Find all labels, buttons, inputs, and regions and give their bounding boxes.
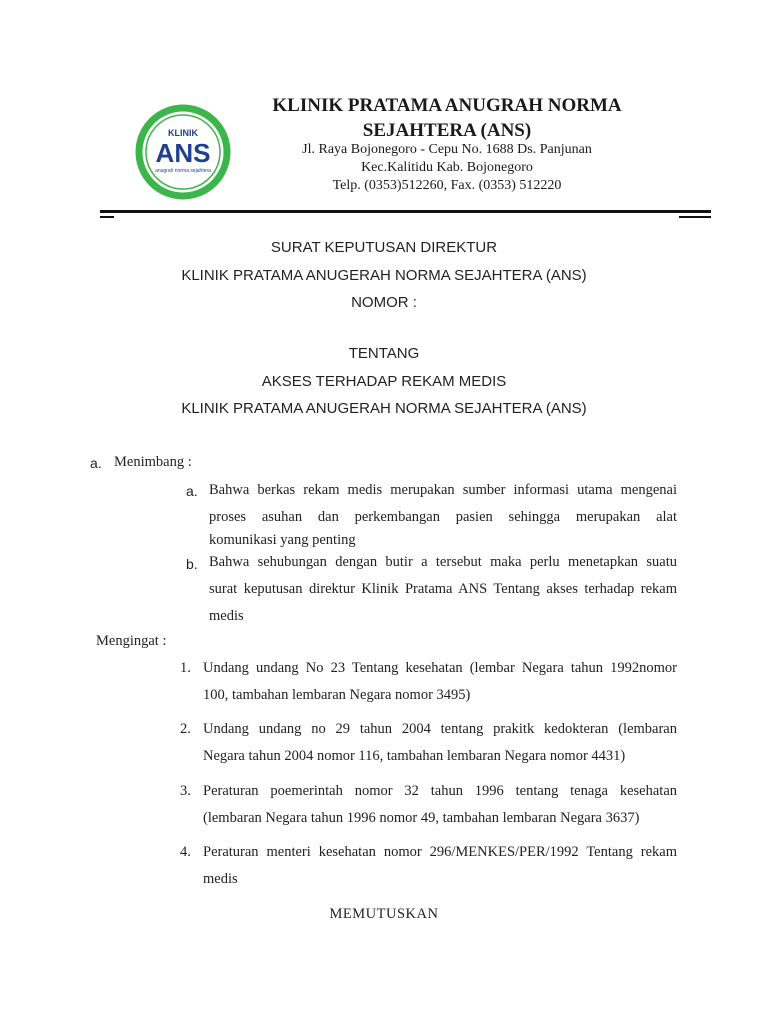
address-line3: Telp. (0353)512260, Fax. (0353) 512220: [332, 178, 562, 193]
mengingat-item-1: [203, 655, 677, 709]
mengingat-item-4-marker: 4.: [180, 844, 191, 860]
title-line3: NOMOR :: [351, 294, 417, 311]
menimbang-item-a-line: Bahwa berkas rekam medis merupakan sumber informasi utama mengenai: [209, 482, 677, 498]
clinic-name-line1: KLINIK PRATAMA ANUGRAH NORMA: [272, 95, 622, 116]
menimbang-item-a-line: proses asuhan dan perkembangan pasien sehingga merupakan alat: [209, 509, 677, 525]
menimbang-item-a-line: komunikasi yang penting: [209, 532, 356, 548]
mengingat-item-2-line: Negara tahun 2004 nomor 116, tambahan lembaran Negara nomor 4431): [203, 748, 626, 764]
mengingat-item-1-marker: 1.: [180, 660, 191, 676]
menimbang-item-b: [209, 549, 677, 630]
header-divider: [100, 210, 711, 213]
mengingat-item-4: [203, 839, 677, 893]
address-line1: Jl. Raya Bojonegoro - Cepu No. 1688 Ds. Panjunan: [302, 142, 592, 157]
menimbang-item-b-line: surat keputusan direktur Klinik Pratama ANS Tentang akses terhadap rekam: [209, 581, 677, 597]
mengingat-item-2: [203, 716, 677, 770]
address-line2: Kec.Kalitidu Kab. Bojonegoro: [361, 160, 533, 175]
title-line5: AKSES TERHADAP REKAM MEDIS: [261, 373, 507, 390]
title-line1: SURAT KEPUTUSAN DIREKTUR: [270, 239, 498, 256]
menimbang-item-b-line: Bahwa sehubungan dengan butir a tersebut maka perlu menetapkan suatu: [209, 554, 677, 570]
divider-tick-left: [100, 216, 114, 218]
mengingat-item-2-line: Undang undang no 29 tahun 2004 tentang prakitk kedokteran (lembaran: [203, 721, 677, 737]
mengingat-item-2-marker: 2.: [180, 721, 191, 737]
mengingat-item-3: [203, 778, 677, 832]
clinic-name: [240, 93, 654, 143]
title-line2: KLINIK PRATAMA ANUGERAH NORMA SEJAHTERA (ANS): [181, 267, 587, 284]
menimbang-item-a-marker: a.: [186, 483, 198, 499]
memutuskan-heading: MEMUTUSKAN: [329, 906, 439, 922]
logo-main-text: ANS: [155, 138, 211, 168]
logo-sub-text: anugrah norma sejahtera: [155, 168, 211, 174]
mengingat-item-1-line: Undang undang No 23 Tentang kesehatan (lembar Negara tahun 1992nomor: [203, 660, 677, 676]
mengingat-item-4-line: Peraturan menteri kesehatan nomor 296/MENKES/PER/1992 Tentang rekam: [203, 844, 677, 860]
menimbang-item-b-line: medis: [209, 608, 244, 624]
mengingat-item-3-line: (lembaran Negara tahun 1996 nomor 49, tambahan lembaran Negara 3637): [203, 810, 640, 826]
menimbang-item-a: [209, 477, 677, 554]
title-line4: TENTANG: [348, 345, 420, 362]
menimbang-item-b-marker: b.: [186, 556, 198, 572]
clinic-name-line2: SEJAHTERA (ANS): [362, 120, 532, 141]
mengingat-item-4-line: medis: [203, 871, 238, 887]
mengingat-item-3-line: Peraturan poemerintah nomor 32 tahun 1996 tentang tenaga kesehatan: [203, 783, 677, 799]
menimbang-label: Menimbang :: [114, 454, 192, 470]
mengingat-label: Mengingat :: [96, 633, 167, 649]
menimbang-marker: a.: [90, 455, 102, 471]
mengingat-item-3-marker: 3.: [180, 783, 191, 799]
divider-tick-right: [679, 216, 711, 218]
logo-top-text: KLINIK: [168, 128, 198, 138]
clinic-logo: [134, 103, 232, 201]
title-line6: KLINIK PRATAMA ANUGERAH NORMA SEJAHTERA (ANS): [181, 400, 587, 417]
mengingat-item-1-line: 100, tambahan lembaran Negara nomor 3495): [203, 687, 471, 703]
